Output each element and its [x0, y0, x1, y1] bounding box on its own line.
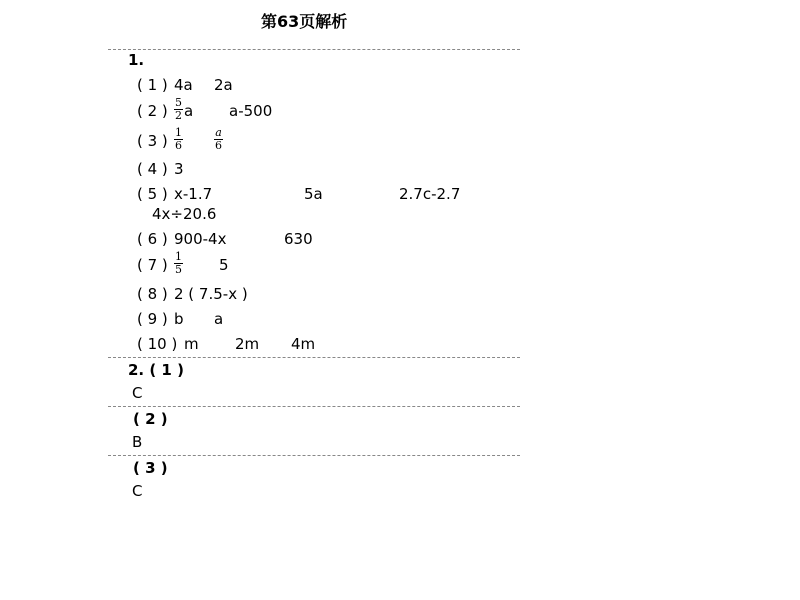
fraction-denominator: 2	[175, 109, 182, 122]
q1-item-8-answer-1: 2 ( 7.5-x )	[174, 285, 248, 303]
q1-item-2-label: ( 2 )	[137, 102, 168, 120]
q1-item-10-label: ( 10 )	[137, 335, 178, 353]
q1-item-5-answer-2: 5a	[304, 185, 323, 203]
q1-item-7-answer-1: 5	[219, 256, 229, 274]
q1-item-10-answer-1: m	[184, 335, 199, 353]
q1-item-1-answer-2: 2a	[214, 76, 233, 94]
q1-item-1-answer-1: 4a	[174, 76, 193, 94]
q1-item-6-answer-1: 900-4x	[174, 230, 227, 248]
q1-item-10-answer-2: 2m	[235, 335, 260, 353]
q1-item-8-label: ( 8 )	[137, 285, 168, 303]
q1-item-6-answer-2: 630	[284, 230, 313, 248]
fraction-denominator: 6	[175, 139, 182, 152]
q2-sub-2-label: ( 2 )	[133, 410, 168, 428]
q1-item-9-answer-2: a	[214, 310, 224, 328]
q1-item-5-label: ( 5 )	[137, 185, 168, 203]
q1-item-5-answer-1: x-1.7	[174, 185, 213, 203]
q1-item-1-label: ( 1 )	[137, 76, 168, 94]
fraction-numerator: 1	[175, 126, 182, 139]
q1-item-2-answer-2: a-500	[229, 102, 273, 120]
q1-item-9-label: ( 9 )	[137, 310, 168, 328]
fraction-numerator: 5	[175, 96, 182, 109]
q2-sub-3-label: ( 3 )	[133, 459, 168, 477]
q1-item-6-label: ( 6 )	[137, 230, 168, 248]
q2-answer-1: C	[132, 384, 143, 402]
q1-item-2-answer-1: a	[184, 102, 194, 120]
divider	[108, 406, 520, 407]
fraction-numerator: 1	[175, 250, 182, 263]
question-2-heading: 2. ( 1 )	[128, 361, 184, 379]
q1-item-4-answer-1: 3	[174, 160, 184, 178]
page-title: 第63页解析	[261, 12, 348, 31]
fraction-denominator: 6	[215, 139, 222, 152]
q1-item-3-fraction-2	[214, 127, 223, 152]
fraction-numerator: a	[215, 126, 222, 139]
fraction-denominator: 5	[175, 263, 182, 276]
question-1-number: 1.	[128, 51, 145, 69]
q1-item-2-fraction	[174, 97, 183, 122]
divider	[108, 455, 520, 456]
q2-answer-3: C	[132, 482, 143, 500]
q1-item-7-fraction	[174, 251, 183, 276]
divider	[108, 49, 520, 50]
q1-item-3-fraction-1	[174, 127, 183, 152]
q1-item-4-label: ( 4 )	[137, 160, 168, 178]
q1-item-3-label: ( 3 )	[137, 132, 168, 150]
q1-item-5-answer-4: 4x÷20.6	[152, 205, 217, 223]
q1-item-7-label: ( 7 )	[137, 256, 168, 274]
q1-item-10-answer-3: 4m	[291, 335, 316, 353]
q1-item-5-answer-3: 2.7c-2.7	[399, 185, 461, 203]
divider	[108, 357, 520, 358]
q2-answer-2: B	[132, 433, 143, 451]
q1-item-9-answer-1: b	[174, 310, 184, 328]
